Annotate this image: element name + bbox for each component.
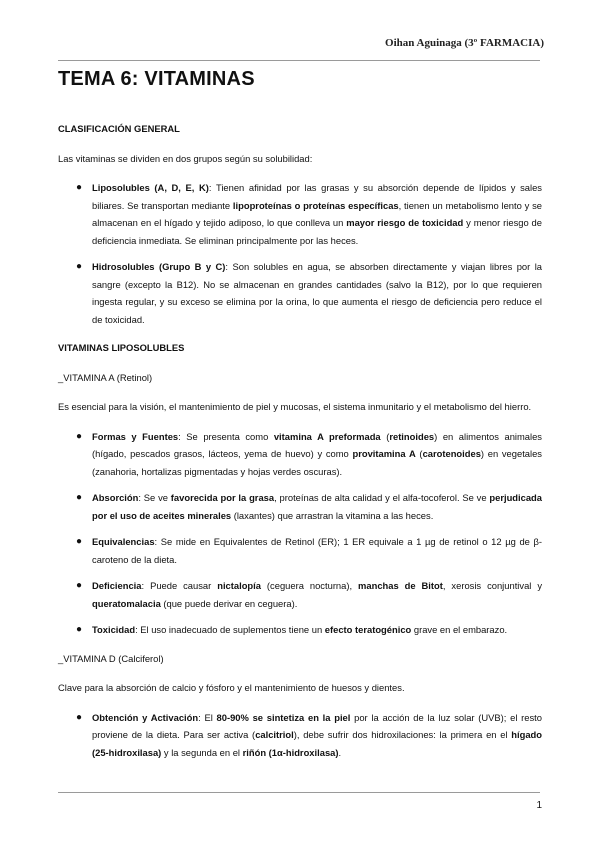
list-item-toxicidad: ● Toxicidad: El uso inadecuado de suplementos tiene un efecto teratogénico grave en el embarazo. [58, 621, 542, 639]
subtitle-vitamina-d: _VITAMINA D (Calciferol) [58, 652, 164, 664]
list-item-deficiencia: ● Deficiencia: Puede causar nictalopía (ceguera nocturna), manchas de Bitot, xerosis conjuntival y queratomalacia (que puede derivar en ceguera). [58, 577, 542, 612]
bullet-icon: ● [76, 624, 83, 635]
list-item-hidrosolubles: ● Hidrosolubles (Grupo B y C): Son solubles en agua, se absorben directamente y viajan libres por la sangre (excepto la B12). No se almacenan en grandes cantidades (salvo la B12), por lo que requieren ingesta regular, y su exceso se elimina por la orina, lo que aumenta el riesgo de deficiencia pero reduce el de toxicidad. [58, 258, 542, 328]
solubility-list [58, 179, 542, 328]
list-item-liposolubles: ● Liposolubles (A, D, E, K): Tienen afinidad por las grasas y su absorción depende de lípidos y sales biliares. Se transportan mediante lipoproteínas o proteínas específicas, tienen un metabolismo lento y se almacenan en el hígado y tejido adiposo, lo que conlleva un mayor riesgo de toxicidad y menor riesgo de deficiencia inmediata. Se eliminan principalmente por las heces. [58, 179, 542, 249]
list-item-formas: ● Formas y Fuentes: Se presenta como vitamina A preformada (retinoides) en alimentos animales (hígado, pescados grasos, lácteos, yema de huevo) y como provitamina A (carotenoides) en vegetales (zanahoria, hortalizas pigmentadas y hojas verdes oscuras). [58, 428, 542, 481]
general-intro: Las vitaminas se dividen en dos grupos según su solubilidad: [58, 152, 313, 164]
bullet-icon: ● [76, 711, 83, 723]
bullet-icon: ● [76, 430, 83, 442]
list-item-absorcion: ● Absorción: Se ve favorecida por la grasa, proteínas de alta calidad y el alfa-tocoferol. Se ve perjudicada por el uso de aceites minerales (laxantes) que arrastran la vitamina a las heces. [58, 489, 542, 524]
bullet-icon: ● [76, 492, 83, 503]
vitamina-d-list [58, 709, 542, 762]
vitamina-a-list [58, 428, 542, 639]
list-item-obtencion: ● Obtención y Activación: El 80-90% se sintetiza en la piel por la acción de la luz solar (UVB); el resto proviene de la dieta. Para ser activa (calcitriol), debe sufrir dos hidroxilaciones: la primera en el hígado (25-hidroxilasa) y la segunda en el riñón (1α-hidroxilasa). [58, 709, 542, 762]
header-author: Oihan Aguinaga (3º FARMACIA) [385, 37, 544, 49]
section-heading-general: CLASIFICACIÓN GENERAL [58, 123, 180, 134]
section-heading-liposolubles: VITAMINAS LIPOSOLUBLES [58, 342, 185, 353]
vitamina-d-intro: Clave para la absorción de calcio y fósforo y el mantenimiento de huesos y dientes. [58, 682, 405, 693]
page-number: 1 [536, 800, 542, 811]
footer-rule [58, 792, 540, 793]
subtitle-vitamina-a: _VITAMINA A (Retinol) [58, 371, 153, 383]
page-title: TEMA 6: VITAMINAS [58, 68, 255, 90]
bullet-icon: ● [76, 182, 83, 193]
list-item-equivalencias: ● Equivalencias: Se mide en Equivalentes de Retinol (ER); 1 ER equivale a 1 µg de retinol o 12 µg de β-caroteno de la dieta. [58, 533, 542, 568]
bullet-icon: ● [76, 580, 83, 591]
bullet-icon: ● [76, 536, 83, 547]
document-body [58, 120, 542, 772]
header-rule [58, 60, 540, 61]
bullet-icon: ● [76, 261, 83, 272]
vitamina-a-intro: Es esencial para la visión, el mantenimiento de piel y mucosas, el sistema inmunitario y el metabolismo del hierro. [58, 401, 532, 412]
